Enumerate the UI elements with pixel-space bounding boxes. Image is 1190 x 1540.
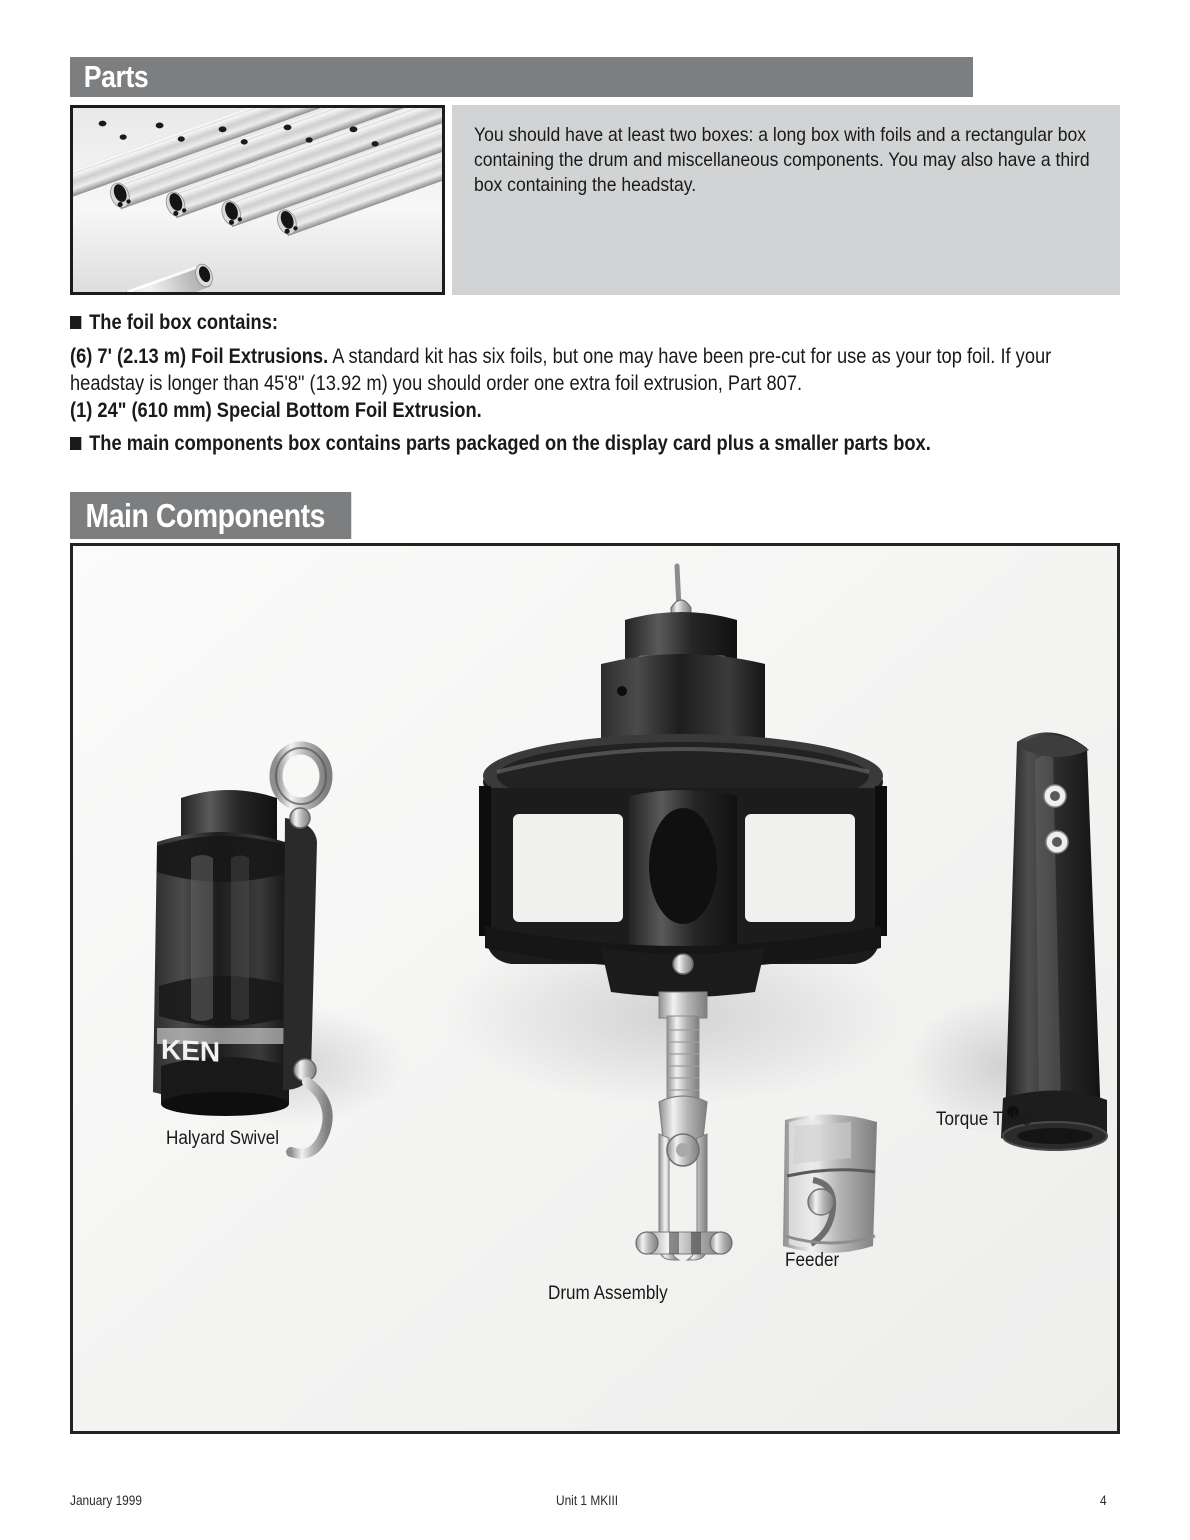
parts-intro-text: You should have at least two boxes: a long box with foils and a rectangular box containing the drum and miscellaneous components. You may also have a third box containing the headstay.	[474, 124, 1090, 196]
footer-date: January 1999	[70, 1493, 142, 1508]
label-torque-tube: Torque Tube	[936, 1109, 1032, 1130]
bullet-foil-box-row	[70, 310, 1122, 336]
foil-extrusions-qty: (6) 7' (2.13 m) Foil Extrusions.	[70, 345, 329, 368]
special-bottom-foil-row	[70, 398, 1122, 424]
footer-page-number: 4	[1100, 1493, 1107, 1508]
svg-text:KEN: KEN	[161, 1033, 221, 1068]
foil-extrusions-paragraph	[70, 344, 1122, 397]
label-halyard-swivel: Halyard Swivel	[166, 1128, 280, 1149]
bullet-square-icon	[70, 437, 81, 450]
parts-intro-panel	[452, 105, 1120, 295]
footer-unit: Unit 1 MKIII	[556, 1493, 619, 1508]
feeder-graphic	[783, 1114, 877, 1253]
section-header-main-components	[70, 492, 351, 539]
bullet-foil-box-label: The foil box contains:	[89, 311, 278, 334]
section-header-parts-label: Parts	[83, 59, 149, 94]
label-drum-assembly: Drum Assembly	[548, 1283, 668, 1304]
special-bottom-foil-label: (1) 24" (610 mm) Special Bottom Foil Extrusion.	[70, 399, 482, 422]
foil-extrusions-photo	[70, 105, 445, 295]
label-feeder: Feeder	[785, 1250, 840, 1271]
foil-extrusions-description: A standard kit has six foils, but one may have been pre-cut for use as your top foil. If your headstay is longer than 45'8" (13.92 m) you should order one extra foil extrusion, Part 807.	[70, 345, 1052, 395]
section-header-main-components-label: Main Components	[85, 496, 325, 534]
bullet-square-icon	[70, 316, 81, 329]
bullet-main-box-row	[70, 431, 1122, 457]
bullet-main-box-label: The main components box contains parts packaged on the display card plus a smaller parts box.	[89, 432, 931, 455]
section-header-parts	[70, 57, 973, 97]
